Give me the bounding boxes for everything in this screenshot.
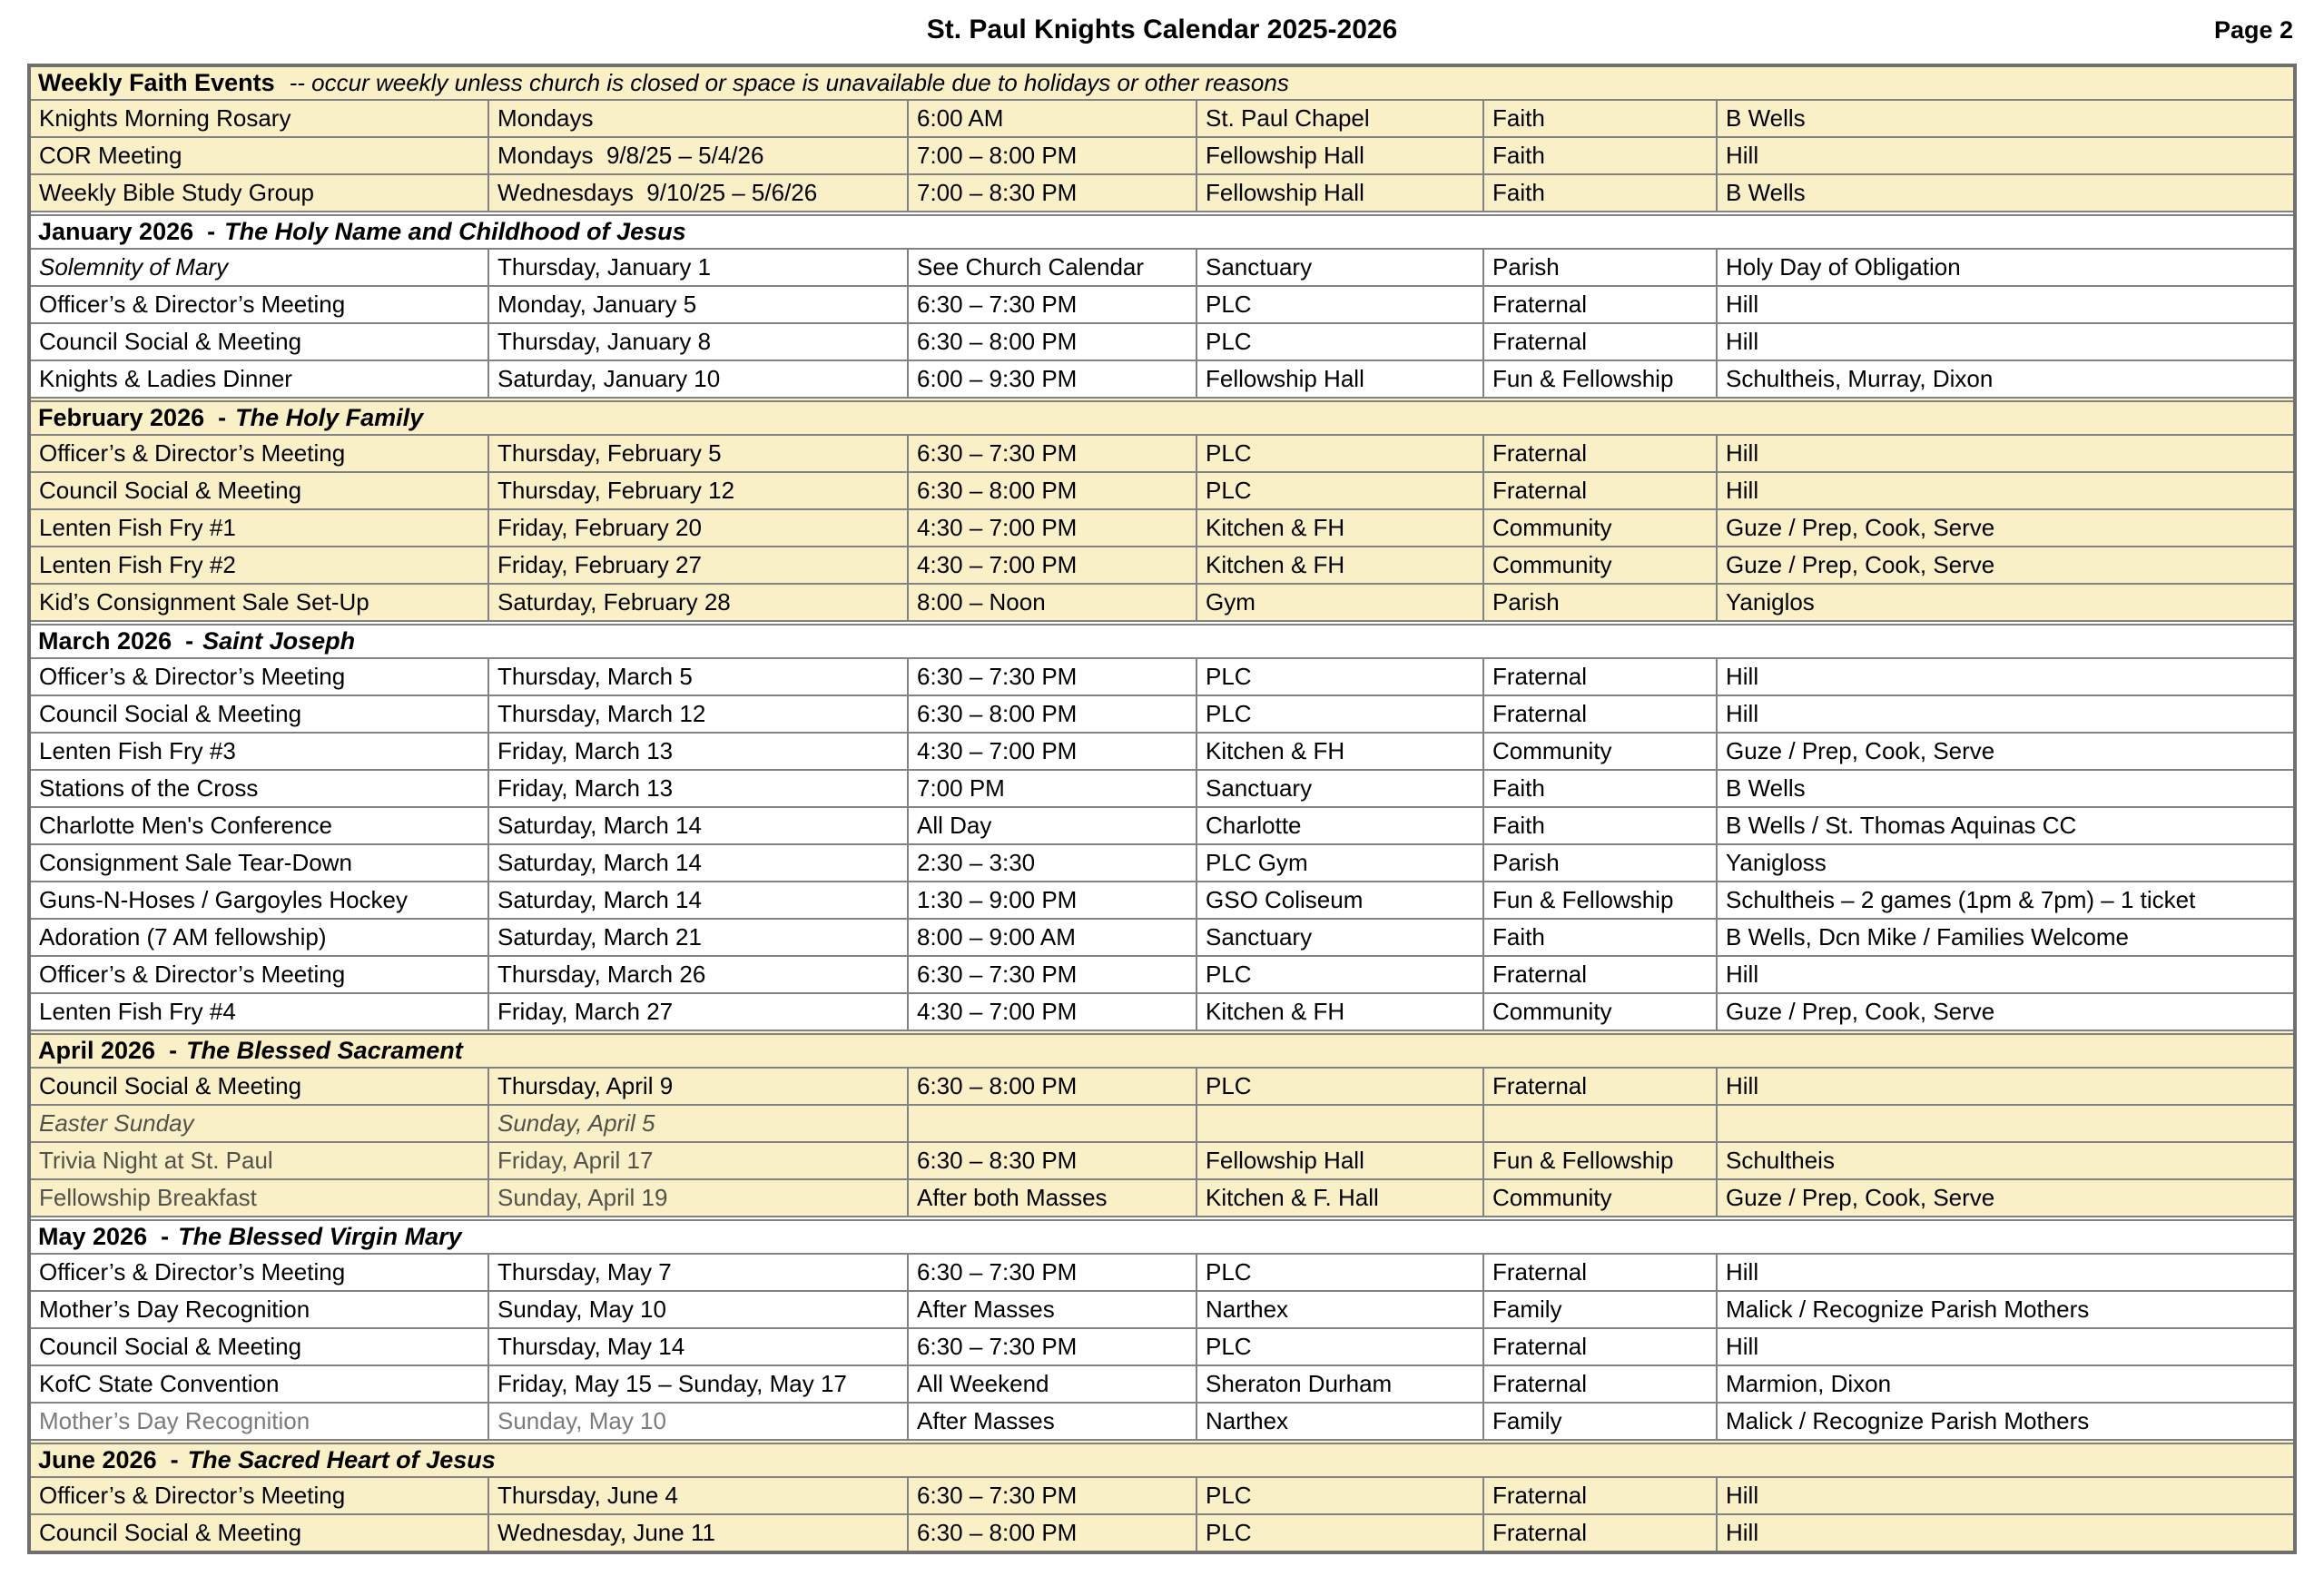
event-time-cell: 8:00 – Noon	[909, 585, 1197, 620]
event-category-cell: Fraternal	[1484, 1366, 1718, 1402]
section-month-label: April 2026	[38, 1037, 156, 1064]
event-person-cell: Yaniglos	[1726, 588, 1815, 616]
event-person-cell: B Wells	[1726, 774, 1806, 802]
event-person-cell: Schultheis – 2 games (1pm & 7pm) – 1 ticket	[1726, 886, 2196, 913]
event-location-cell: Narthex	[1197, 1292, 1484, 1327]
event-person-cell: Hill	[1726, 1519, 1759, 1546]
event-row	[31, 99, 2293, 136]
event-person-cell: Hill	[1726, 1258, 1759, 1286]
event-event-cell: Guns-N-Hoses / Gargoyles Hockey	[31, 882, 489, 918]
event-location-cell: PLC	[1197, 659, 1484, 695]
section-separator: -	[218, 404, 227, 431]
event-event-cell: Lenten Fish Fry #3	[31, 734, 489, 769]
event-row	[31, 695, 2293, 732]
event-date-cell: Friday, April 17	[489, 1143, 909, 1178]
event-event-cell: Fellowship Breakfast	[31, 1180, 489, 1216]
event-category-cell: Faith	[1484, 771, 1718, 806]
event-time-cell: 1:30 – 9:00 PM	[909, 882, 1197, 918]
event-time-cell: 6:30 – 7:30 PM	[909, 1255, 1197, 1290]
event-category-cell: Family	[1484, 1404, 1718, 1439]
section-month-label: February 2026	[38, 404, 205, 431]
event-time-cell: 6:30 – 7:30 PM	[909, 957, 1197, 992]
event-row	[31, 1364, 2293, 1402]
event-date-cell: Saturday, February 28	[489, 585, 909, 620]
event-row	[31, 657, 2293, 695]
event-date-cell: Saturday, March 21	[489, 920, 909, 955]
event-category-cell: Fraternal	[1484, 696, 1718, 732]
event-event-cell: Council Social & Meeting	[31, 473, 489, 508]
event-location-cell: GSO Coliseum	[1197, 882, 1484, 918]
event-event-cell: Council Social & Meeting	[31, 1329, 489, 1364]
section-header	[31, 397, 2293, 434]
page-title: St. Paul Knights Calendar 2025-2026	[926, 15, 1398, 44]
event-person-cell: Hill	[1726, 291, 1759, 318]
event-date-cell: Thursday, March 5	[489, 659, 909, 695]
event-date-cell: Friday, May 15 – Sunday, May 17	[489, 1366, 909, 1402]
event-location-cell: PLC	[1197, 696, 1484, 732]
event-person-cell: Schultheis	[1726, 1147, 1835, 1174]
event-row	[31, 955, 2293, 992]
event-person-cell: Guze / Prep, Cook, Serve	[1726, 551, 1995, 578]
event-category-cell: Fraternal	[1484, 1069, 1718, 1104]
event-time-cell: 8:00 – 9:00 AM	[909, 920, 1197, 955]
event-person-cell: B Wells / St. Thomas Aquinas CC	[1726, 812, 2077, 839]
event-row	[31, 1178, 2293, 1216]
event-row	[31, 1253, 2293, 1290]
event-location-cell: Sheraton Durham	[1197, 1366, 1484, 1402]
event-location-cell: Fellowship Hall	[1197, 138, 1484, 173]
event-row	[31, 1513, 2293, 1551]
event-location-cell: PLC	[1197, 1478, 1484, 1513]
event-event-cell: Adoration (7 AM fellowship)	[31, 920, 489, 955]
event-person-cell: Schultheis, Murray, Dixon	[1726, 365, 1994, 392]
event-event-cell: Council Social & Meeting	[31, 1515, 489, 1551]
event-category-cell: Community	[1484, 547, 1718, 583]
event-person-cell: Marmion, Dixon	[1726, 1370, 1892, 1397]
event-time-cell: After both Masses	[909, 1180, 1197, 1216]
event-date-cell: Thursday, February 12	[489, 473, 909, 508]
event-category-cell: Fraternal	[1484, 957, 1718, 992]
event-row	[31, 1141, 2293, 1178]
event-event-cell: Council Social & Meeting	[31, 324, 489, 360]
event-event-cell: Officer’s & Director’s Meeting	[31, 1478, 489, 1513]
event-location-cell: St. Paul Chapel	[1197, 101, 1484, 136]
event-category-cell: Faith	[1484, 808, 1718, 843]
event-location-cell: Fellowship Hall	[1197, 1143, 1484, 1178]
event-location-cell: Fellowship Hall	[1197, 175, 1484, 211]
event-location-cell: PLC	[1197, 287, 1484, 322]
event-row	[31, 546, 2293, 583]
event-category-cell: Fun & Fellowship	[1484, 1143, 1718, 1178]
event-time-cell: See Church Calendar	[909, 250, 1197, 285]
event-time-cell: 6:30 – 8:00 PM	[909, 324, 1197, 360]
calendar-table	[27, 64, 2297, 1554]
event-date-cell: Thursday, May 14	[489, 1329, 909, 1364]
event-event-cell: Officer’s & Director’s Meeting	[31, 436, 489, 471]
event-time-cell: 7:00 PM	[909, 771, 1197, 806]
event-category-cell: Fun & Fellowship	[1484, 361, 1718, 397]
event-person-cell: Guze / Prep, Cook, Serve	[1726, 737, 1995, 764]
event-time-cell: 6:30 – 7:30 PM	[909, 287, 1197, 322]
event-category-cell: Parish	[1484, 250, 1718, 285]
event-event-cell: KofC State Convention	[31, 1366, 489, 1402]
event-category-cell: Faith	[1484, 138, 1718, 173]
event-event-cell: Lenten Fish Fry #2	[31, 547, 489, 583]
event-time-cell: All Day	[909, 808, 1197, 843]
section-subtitle: The Holy Family	[235, 404, 424, 431]
event-time-cell: 6:30 – 7:30 PM	[909, 659, 1197, 695]
event-category-cell: Community	[1484, 1180, 1718, 1216]
event-event-cell: Knights Morning Rosary	[31, 101, 489, 136]
event-person-cell: Guze / Prep, Cook, Serve	[1726, 514, 1995, 541]
section-month-label: June 2026	[38, 1446, 157, 1473]
event-date-cell: Thursday, May 7	[489, 1255, 909, 1290]
event-row	[31, 471, 2293, 508]
event-event-cell: Weekly Bible Study Group	[31, 175, 489, 211]
event-row	[31, 881, 2293, 918]
event-location-cell: PLC Gym	[1197, 845, 1484, 881]
event-location-cell: Sanctuary	[1197, 250, 1484, 285]
event-date-cell: Thursday, March 12	[489, 696, 909, 732]
event-person-cell: Holy Day of Obligation	[1726, 253, 1961, 281]
event-location-cell: Narthex	[1197, 1404, 1484, 1439]
event-person-cell: B Wells, Dcn Mike / Families Welcome	[1726, 923, 2130, 951]
section-header	[31, 1030, 2293, 1067]
event-category-cell: Faith	[1484, 175, 1718, 211]
event-event-cell: Lenten Fish Fry #1	[31, 510, 489, 546]
event-date-cell: Saturday, March 14	[489, 882, 909, 918]
event-event-cell: Officer’s & Director’s Meeting	[31, 659, 489, 695]
event-event-cell: Charlotte Men's Conference	[31, 808, 489, 843]
event-category-cell: Fraternal	[1484, 324, 1718, 360]
event-category-cell: Faith	[1484, 920, 1718, 955]
event-location-cell: Charlotte	[1197, 808, 1484, 843]
event-row	[31, 1104, 2293, 1141]
event-person-cell: Hill	[1726, 142, 1759, 169]
event-event-cell: COR Meeting	[31, 138, 489, 173]
event-date-cell: Friday, February 27	[489, 547, 909, 583]
event-time-cell: After Masses	[909, 1292, 1197, 1327]
section-month-label: March 2026	[38, 627, 172, 655]
event-time-cell: 7:00 – 8:30 PM	[909, 175, 1197, 211]
weekly-events-title: Weekly Faith Events	[38, 69, 275, 96]
event-event-cell: Lenten Fish Fry #4	[31, 994, 489, 1030]
section-separator: -	[161, 1223, 170, 1250]
event-date-cell: Thursday, March 26	[489, 957, 909, 992]
event-person-cell: Malick / Recognize Parish Mothers	[1726, 1407, 2090, 1434]
event-person-cell: Guze / Prep, Cook, Serve	[1726, 998, 1995, 1025]
section-subtitle: The Blessed Sacrament	[186, 1037, 463, 1064]
event-time-cell: 4:30 – 7:00 PM	[909, 510, 1197, 546]
section-header	[31, 1439, 2293, 1476]
event-category-cell: Fraternal	[1484, 1478, 1718, 1513]
event-date-cell: Sunday, April 5	[489, 1106, 909, 1141]
event-location-cell: Kitchen & FH	[1197, 510, 1484, 546]
event-category-cell: Fraternal	[1484, 659, 1718, 695]
section-separator: -	[169, 1037, 178, 1064]
section-month-label: May 2026	[38, 1223, 148, 1250]
event-date-cell: Friday, March 27	[489, 994, 909, 1030]
event-category-cell: Fraternal	[1484, 1255, 1718, 1290]
event-row	[31, 173, 2293, 211]
event-date-cell: Wednesday, June 11	[489, 1515, 909, 1551]
event-category-cell: Community	[1484, 510, 1718, 546]
event-row	[31, 322, 2293, 360]
event-location-cell: Fellowship Hall	[1197, 361, 1484, 397]
event-time-cell: 6:30 – 7:30 PM	[909, 1478, 1197, 1513]
event-category-cell: Parish	[1484, 845, 1718, 881]
event-row	[31, 434, 2293, 471]
section-subtitle: Saint Joseph	[202, 627, 356, 655]
event-person-cell: B Wells	[1726, 179, 1806, 206]
event-location-cell: PLC	[1197, 473, 1484, 508]
event-location-cell: PLC	[1197, 436, 1484, 471]
event-time-cell: 7:00 – 8:00 PM	[909, 138, 1197, 173]
event-date-cell: Thursday, January 1	[489, 250, 909, 285]
event-category-cell: Fraternal	[1484, 1329, 1718, 1364]
event-person-cell: Yanigloss	[1726, 849, 1827, 876]
event-location-cell: PLC	[1197, 1515, 1484, 1551]
event-person-cell: Hill	[1726, 1482, 1759, 1509]
event-date-cell: Saturday, January 10	[489, 361, 909, 397]
event-row	[31, 843, 2293, 881]
event-event-cell: Kid’s Consignment Sale Set-Up	[31, 585, 489, 620]
event-time-cell: 4:30 – 7:00 PM	[909, 547, 1197, 583]
event-time-cell: 6:30 – 8:00 PM	[909, 473, 1197, 508]
section-subtitle: The Blessed Virgin Mary	[178, 1223, 462, 1250]
event-person-cell: Hill	[1726, 1333, 1759, 1360]
event-event-cell: Stations of the Cross	[31, 771, 489, 806]
event-category-cell	[1484, 1106, 1718, 1141]
event-row	[31, 732, 2293, 769]
event-row	[31, 360, 2293, 397]
section-header	[31, 211, 2293, 248]
event-date-cell: Sunday, May 10	[489, 1404, 909, 1439]
event-row	[31, 136, 2293, 173]
event-location-cell: Sanctuary	[1197, 771, 1484, 806]
section-subtitle: The Sacred Heart of Jesus	[187, 1446, 496, 1473]
event-date-cell: Sunday, May 10	[489, 1292, 909, 1327]
event-row	[31, 508, 2293, 546]
event-event-cell: Officer’s & Director’s Meeting	[31, 957, 489, 992]
event-location-cell	[1197, 1106, 1484, 1141]
section-separator: -	[207, 218, 216, 245]
event-event-cell: Mother’s Day Recognition	[31, 1292, 489, 1327]
event-date-cell: Sunday, April 19	[489, 1180, 909, 1216]
event-category-cell: Faith	[1484, 101, 1718, 136]
weekly-events-note: -- occur weekly unless church is closed or space is unavailable due to holidays or other reasons	[289, 69, 1289, 96]
event-time-cell: 6:30 – 7:30 PM	[909, 436, 1197, 471]
event-time-cell: After Masses	[909, 1404, 1197, 1439]
event-time-cell: 6:30 – 8:30 PM	[909, 1143, 1197, 1178]
event-category-cell: Family	[1484, 1292, 1718, 1327]
event-category-cell: Fraternal	[1484, 436, 1718, 471]
event-event-cell: Solemnity of Mary	[31, 250, 489, 285]
event-person-cell: Hill	[1726, 1072, 1759, 1099]
event-row	[31, 1476, 2293, 1513]
event-person-cell: Malick / Recognize Parish Mothers	[1726, 1296, 2090, 1323]
event-person-cell: Hill	[1726, 700, 1759, 727]
event-location-cell: Kitchen & FH	[1197, 994, 1484, 1030]
event-person-cell: Hill	[1726, 477, 1759, 504]
event-location-cell: Kitchen & F. Hall	[1197, 1180, 1484, 1216]
event-person-cell: B Wells	[1726, 104, 1806, 132]
event-category-cell: Fraternal	[1484, 473, 1718, 508]
event-row	[31, 918, 2293, 955]
event-date-cell: Thursday, January 8	[489, 324, 909, 360]
event-location-cell: PLC	[1197, 324, 1484, 360]
event-time-cell	[909, 1106, 1197, 1141]
event-date-cell: Saturday, March 14	[489, 845, 909, 881]
event-location-cell: PLC	[1197, 1329, 1484, 1364]
event-person-cell: Hill	[1726, 663, 1759, 690]
event-date-cell: Thursday, June 4	[489, 1478, 909, 1513]
event-row	[31, 285, 2293, 322]
event-row	[31, 248, 2293, 285]
event-row	[31, 1327, 2293, 1364]
event-event-cell: Easter Sunday	[31, 1106, 489, 1141]
event-event-cell: Consignment Sale Tear-Down	[31, 845, 489, 881]
event-person-cell	[1718, 1106, 2293, 1141]
event-date-cell: Monday, January 5	[489, 287, 909, 322]
event-time-cell: 6:30 – 7:30 PM	[909, 1329, 1197, 1364]
section-header	[31, 620, 2293, 657]
event-location-cell: Kitchen & FH	[1197, 547, 1484, 583]
event-time-cell: 6:00 – 9:30 PM	[909, 361, 1197, 397]
page-number: Page 2	[2213, 16, 2293, 44]
section-header	[31, 1216, 2293, 1253]
section-subtitle: The Holy Name and Childhood of Jesus	[224, 218, 686, 245]
event-category-cell: Fraternal	[1484, 287, 1718, 322]
event-row	[31, 806, 2293, 843]
event-person-cell: Guze / Prep, Cook, Serve	[1726, 1184, 1995, 1211]
event-category-cell: Parish	[1484, 585, 1718, 620]
event-date-cell: Friday, March 13	[489, 771, 909, 806]
event-date-cell: Mondays 9/8/25 – 5/4/26	[489, 138, 909, 173]
event-date-cell: Saturday, March 14	[489, 808, 909, 843]
event-time-cell: 6:30 – 8:00 PM	[909, 1515, 1197, 1551]
event-location-cell: Gym	[1197, 585, 1484, 620]
event-location-cell: Kitchen & FH	[1197, 734, 1484, 769]
event-row	[31, 992, 2293, 1030]
event-time-cell: All Weekend	[909, 1366, 1197, 1402]
event-event-cell: Council Social & Meeting	[31, 1069, 489, 1104]
section-separator: -	[185, 627, 194, 655]
event-event-cell: Trivia Night at St. Paul	[31, 1143, 489, 1178]
event-person-cell: Hill	[1726, 439, 1759, 467]
event-location-cell: PLC	[1197, 1255, 1484, 1290]
event-date-cell: Thursday, April 9	[489, 1069, 909, 1104]
event-category-cell: Community	[1484, 734, 1718, 769]
event-event-cell: Mother’s Day Recognition	[31, 1404, 489, 1439]
event-time-cell: 4:30 – 7:00 PM	[909, 734, 1197, 769]
section-separator: -	[170, 1446, 179, 1473]
event-row	[31, 583, 2293, 620]
event-location-cell: PLC	[1197, 1069, 1484, 1104]
event-category-cell: Community	[1484, 994, 1718, 1030]
event-person-cell: Hill	[1726, 961, 1759, 988]
event-time-cell: 6:00 AM	[909, 101, 1197, 136]
section-month-label: January 2026	[38, 218, 194, 245]
event-time-cell: 2:30 – 3:30	[909, 845, 1197, 881]
event-date-cell: Wednesdays 9/10/25 – 5/6/26	[489, 175, 909, 211]
event-event-cell: Officer’s & Director’s Meeting	[31, 287, 489, 322]
event-time-cell: 6:30 – 8:00 PM	[909, 1069, 1197, 1104]
event-date-cell: Mondays	[489, 101, 909, 136]
event-location-cell: PLC	[1197, 957, 1484, 992]
event-category-cell: Fraternal	[1484, 1515, 1718, 1551]
event-row	[31, 1402, 2293, 1439]
event-category-cell: Fun & Fellowship	[1484, 882, 1718, 918]
event-location-cell: Sanctuary	[1197, 920, 1484, 955]
event-time-cell: 4:30 – 7:00 PM	[909, 994, 1197, 1030]
section-header	[31, 67, 2293, 99]
event-date-cell: Friday, March 13	[489, 734, 909, 769]
event-row	[31, 1067, 2293, 1104]
event-time-cell: 6:30 – 8:00 PM	[909, 696, 1197, 732]
event-event-cell: Officer’s & Director’s Meeting	[31, 1255, 489, 1290]
event-date-cell: Thursday, February 5	[489, 436, 909, 471]
event-row	[31, 1290, 2293, 1327]
event-event-cell: Council Social & Meeting	[31, 696, 489, 732]
event-event-cell: Knights & Ladies Dinner	[31, 361, 489, 397]
event-person-cell: Hill	[1726, 328, 1759, 355]
document-header	[0, 0, 2324, 64]
event-date-cell: Friday, February 20	[489, 510, 909, 546]
event-row	[31, 769, 2293, 806]
